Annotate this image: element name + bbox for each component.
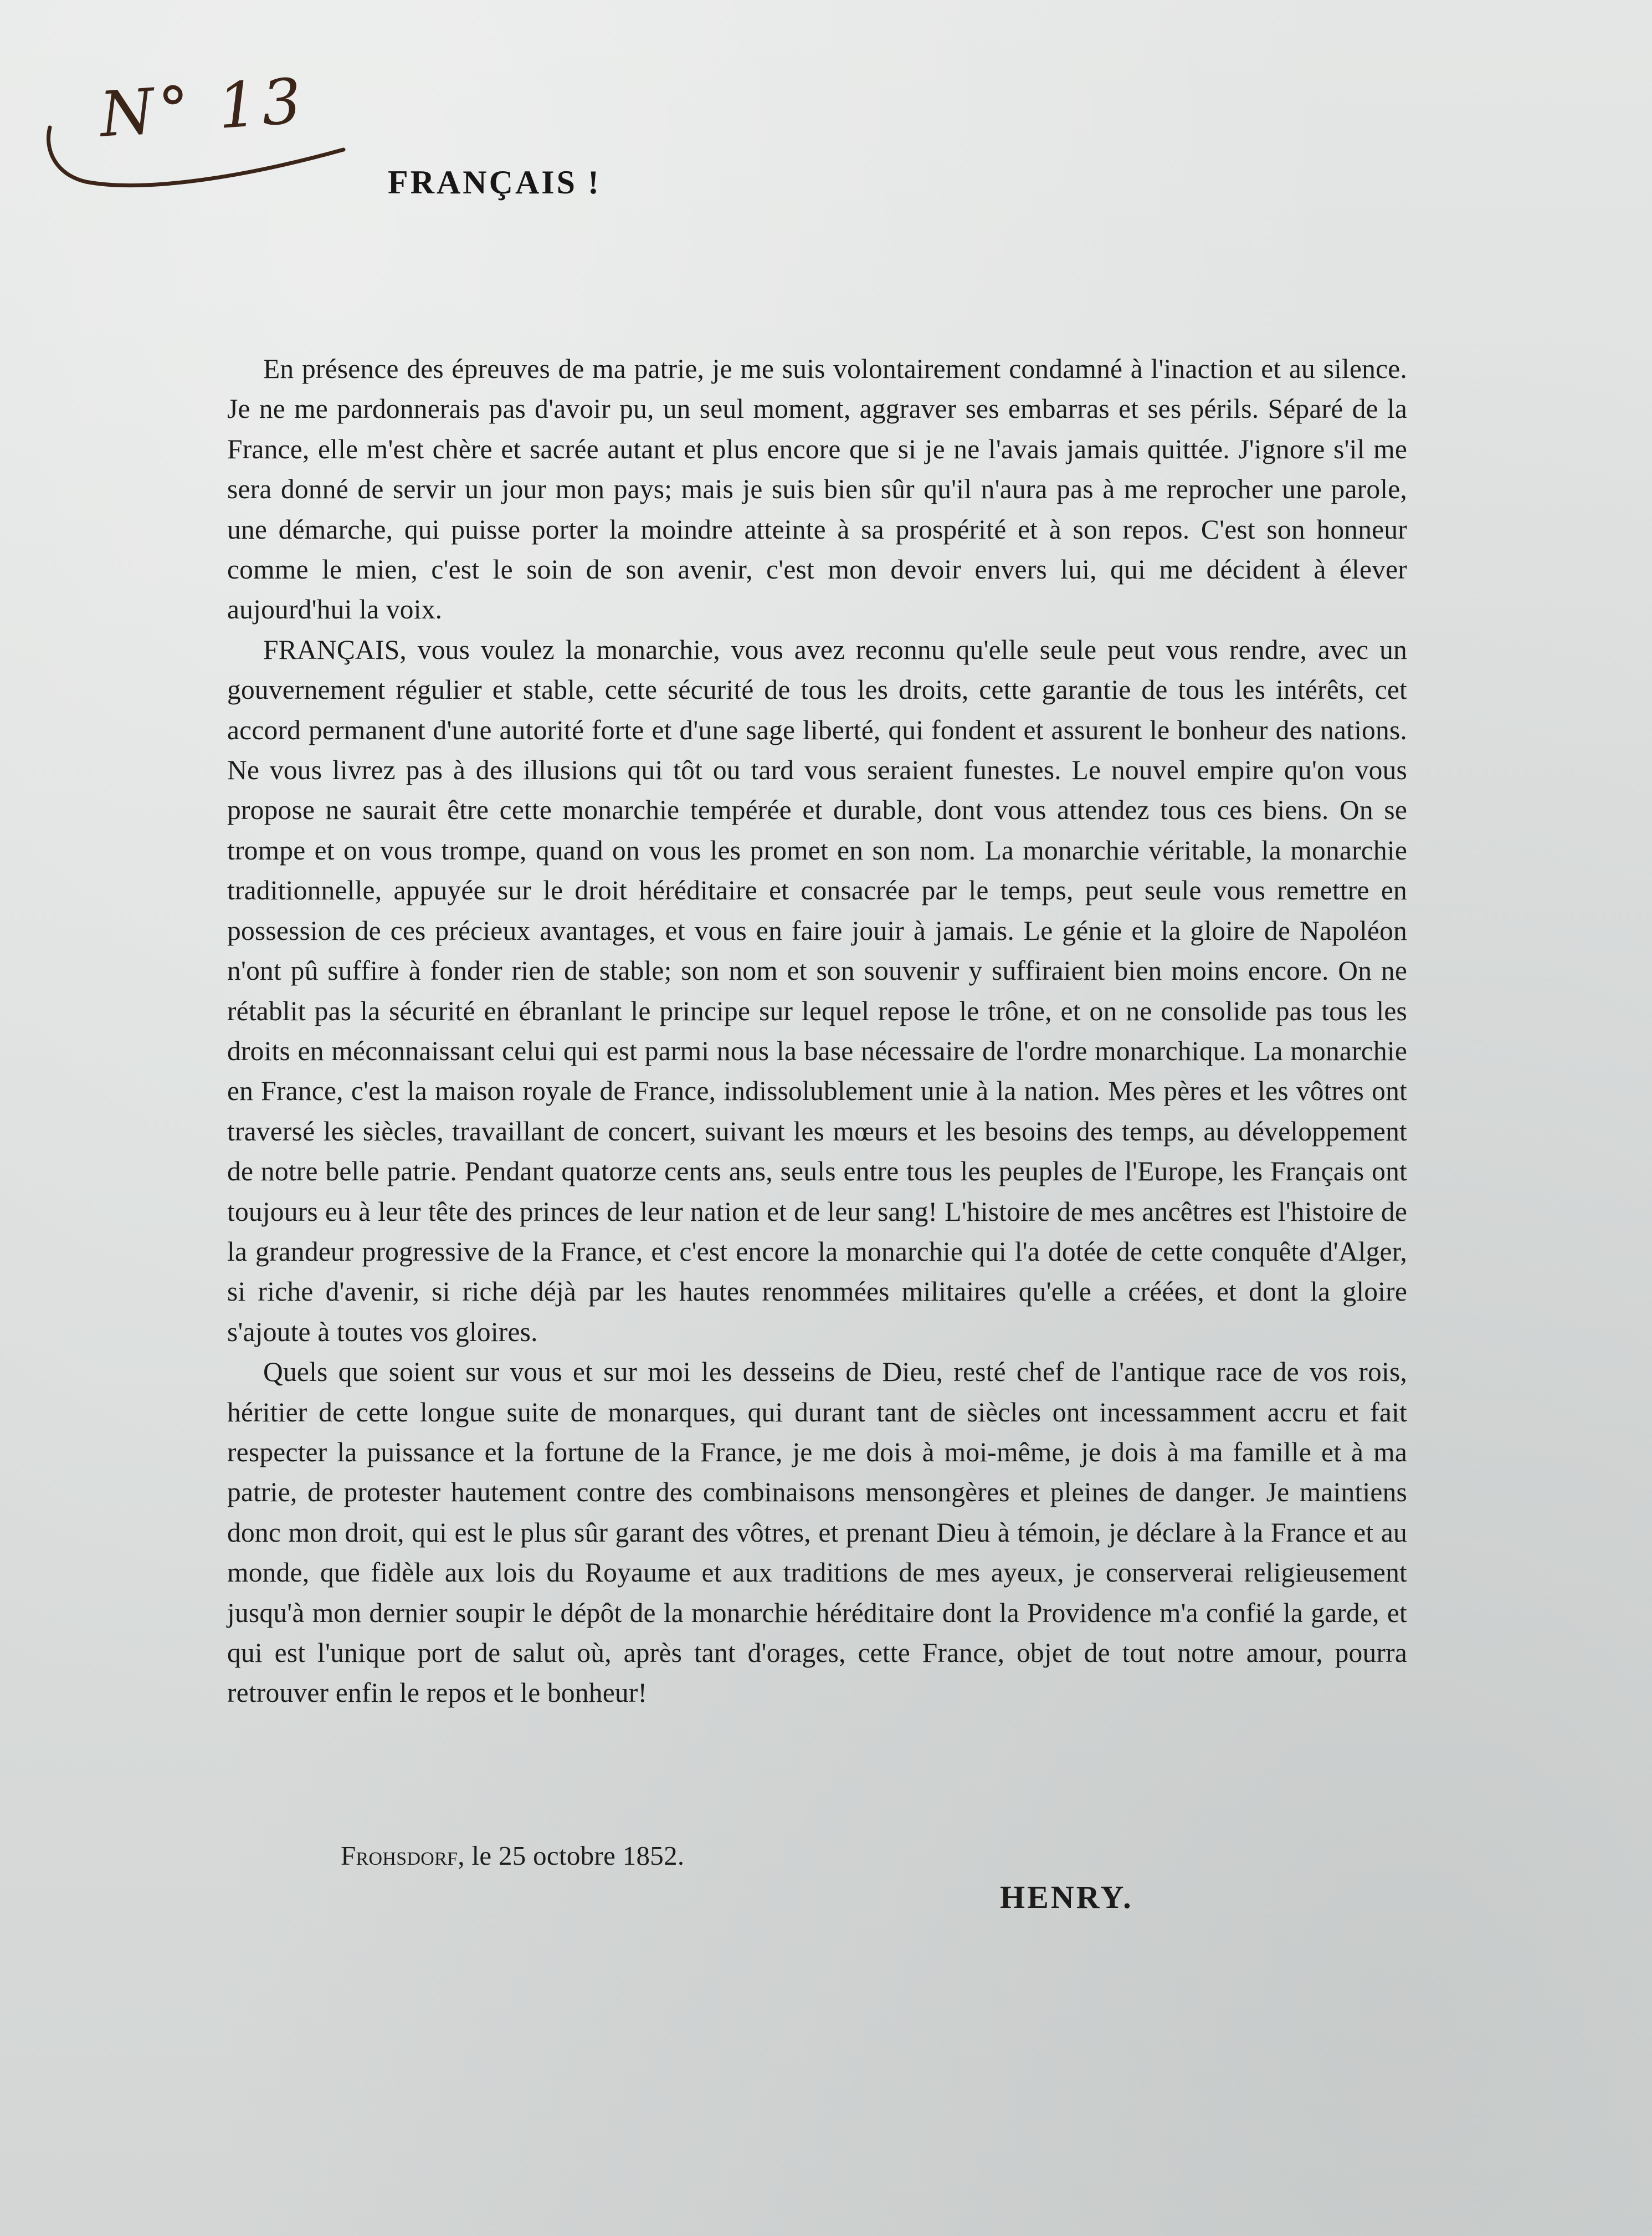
paragraph-3: Quels que soient sur vous et sur moi les desseins de Dieu, resté chef de l'antique race de vos rois, héritier de cette longue suite de monarques, qui durant tant de siècles ont incessamment accru et fait respecter la puissance et la fortune de la France, je me dois à moi-même, je dois à ma famille et à ma patrie, de protester hautement contre des combinaisons mensongères et pleines de danger. Je maintiens donc mon droit, qui est le plus sûr garant des vôtres, et prenant Dieu à témoin, je déclare à la France et au monde, que fidèle aux lois du Royaume et aux traditions de mes ayeux, je conserverai religieusement jusqu'à mon dernier soupir le dépôt de la monarchie héréditaire dont la Providence m'a confié la garde, et qui est l'unique port de salut où, après tant d'orages, cette France, objet de tout notre amour, pourra retrouver enfin le repos et le bonheur! (227, 1357, 1407, 1708)
place-and-date (341, 1840, 684, 1871)
handwritten-annotation (33, 61, 355, 199)
page-title: FRANÇAIS ! (388, 164, 601, 201)
proclamation-body (227, 349, 1407, 1845)
signature: HENRY. (1000, 1879, 1133, 1915)
place-name: Frohsdorf (341, 1840, 458, 1871)
handwritten-number: N° 13 (97, 65, 309, 151)
date-text: , le 25 octobre 1852. (458, 1840, 685, 1871)
paragraph-2: FRANÇAIS, vous voulez la monarchie, vous avez reconnu qu'elle seule peut vous rendre, avec un gouvernement régulier et stable, cette sécurité de tous les droits, cette garantie de tous les intérêts, cet accord permanent d'une autorité forte et d'une sage liberté, qui fondent et assurent le bonheur des nations. Ne vous livrez pas à des illusions qui tôt ou tard vous seraient funestes. Le nouvel empire qu'on vous propose ne saurait être cette monarchie tempérée et durable, dont vous attendez tous ces biens. On se trompe et on vous trompe, quand on vous les promet en son nom. La monarchie véritable, la monarchie traditionnelle, appuyée sur le droit héréditaire et consacrée par le temps, peut seule vous remettre en possession de ces précieux avantages, et vous en faire jouir à jamais. Le génie et la gloire de Napoléon n'ont pû suffire à fonder rien de stable; son nom et son souvenir y suffiraient bien moins encore. On ne rétablit pas la sécurité en ébranlant le principe sur lequel repose le trône, et on ne consolide pas tous les droits en méconnaissant celui qui est parmi nous la base nécessaire de l'ordre monarchique. La monarchie en France, c'est la maison royale de France, indissolublement unie à la nation. Mes pères et les vôtres ont traversé les siècles, travaillant de concert, suivant les mœurs et les besoins des temps, au développement de notre belle patrie. Pendant quatorze cents ans, seuls entre tous les peuples de l'Europe, les Français ont toujours eu à leur tête des princes de leur nation et de leur sang! L'histoire de mes ancêtres est l'histoire de la grandeur progressive de la France, et c'est encore la monarchie qui l'a dotée de cette conquête d'Alger, si riche d'avenir, si riche déjà par les hautes renommées militaires qu'elle a créées, et dont la gloire s'ajoute à toutes vos gloires. (227, 634, 1407, 1347)
paragraph-1: En présence des épreuves de ma patrie, je me suis volontairement condamné à l'inaction et au silence. Je ne me pardonnerais pas d'avoir pu, un seul moment, aggraver ses embarras et ses périls. Séparé de la France, elle m'est chère et sacrée autant et plus encore que si je ne l'avais jamais quittée. J'ignore s'il me sera donné de servir un jour mon pays; mais je suis bien sûr qu'il n'aura pas à me reprocher une parole, une démarche, qui puisse porter la moindre atteinte à sa prospérité et à son repos. C'est son honneur comme le mien, c'est le soin de son avenir, c'est mon devoir envers lui, qui me décident à élever aujourd'hui la voix. (227, 354, 1407, 625)
